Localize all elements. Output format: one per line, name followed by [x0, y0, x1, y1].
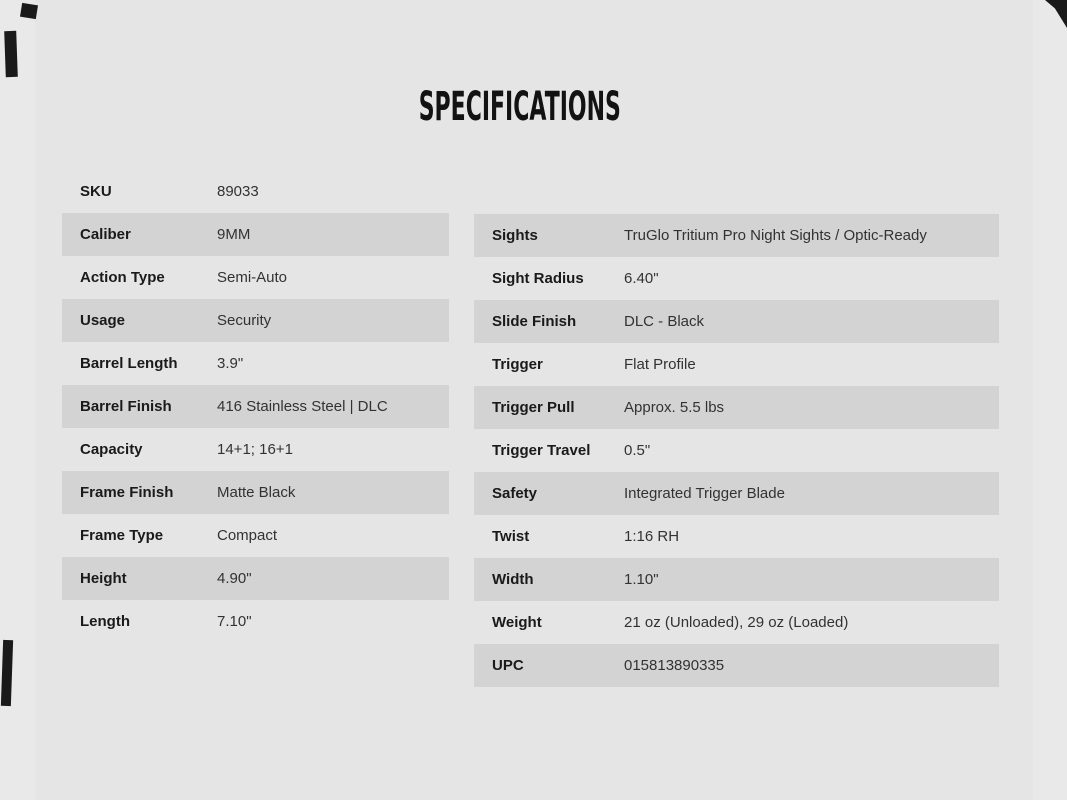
spec-value: Semi-Auto [217, 269, 288, 286]
spec-label: Trigger [492, 356, 543, 373]
spec-row [474, 558, 999, 601]
spec-row [474, 214, 999, 257]
spec-value: 14+1; 16+1 [217, 441, 293, 458]
spec-value: 4.90" [217, 570, 252, 587]
spec-label: Trigger Travel [492, 442, 591, 459]
spec-label: SKU [80, 183, 112, 200]
spec-row [62, 170, 449, 213]
spec-row [474, 343, 999, 386]
spec-value: 416 Stainless Steel | DLC [217, 398, 388, 415]
spec-label: Safety [492, 485, 538, 502]
spec-row [62, 471, 449, 514]
spec-label: Height [80, 570, 127, 587]
spec-row [62, 557, 449, 600]
spec-value: 1:16 RH [624, 528, 680, 545]
spec-label: Sights [492, 227, 538, 244]
spec-row [62, 342, 449, 385]
spec-row [474, 257, 999, 300]
spec-row [474, 472, 999, 515]
scan-artifact-left-upper [4, 31, 18, 77]
scan-artifact-left-lower [1, 640, 13, 706]
spec-label: Usage [80, 312, 126, 329]
spec-row [474, 601, 999, 644]
spec-row [62, 213, 449, 256]
spec-value: 3.9" [217, 355, 244, 372]
spec-row [474, 515, 999, 558]
spec-row [62, 256, 449, 299]
spec-value: TruGlo Tritium Pro Night Sights / Optic-Ready [624, 227, 927, 244]
page-title: SPECIFICATIONS [418, 84, 622, 130]
spec-value: 6.40" [624, 270, 659, 287]
spec-row [62, 385, 449, 428]
spec-value: Security [217, 312, 272, 329]
spec-label: Weight [492, 614, 542, 631]
spec-row [62, 299, 449, 342]
spec-row [474, 386, 999, 429]
spec-table-left [62, 170, 449, 643]
spec-label: Barrel Finish [80, 398, 172, 415]
spec-value: 015813890335 [624, 657, 725, 674]
spec-label: Frame Type [80, 527, 164, 544]
spec-label: Barrel Length [80, 355, 178, 372]
spec-label: UPC [492, 657, 524, 674]
spec-label: Frame Finish [80, 484, 174, 501]
spec-value: 1.10" [624, 571, 659, 588]
spec-row [474, 300, 999, 343]
spec-value: Flat Profile [624, 356, 696, 373]
spec-row [62, 428, 449, 471]
spec-row [474, 644, 999, 687]
spec-row [62, 514, 449, 557]
spec-label: Trigger Pull [492, 399, 575, 416]
spec-label: Twist [492, 528, 530, 545]
spec-table-right [474, 214, 999, 687]
spec-value: 89033 [217, 183, 259, 200]
spec-value: Approx. 5.5 lbs [624, 399, 725, 416]
spec-value: 0.5" [624, 442, 651, 459]
scan-artifact-top-left [20, 3, 38, 19]
spec-value: Compact [217, 527, 278, 544]
spec-value: 21 oz (Unloaded), 29 oz (Loaded) [624, 614, 849, 631]
spec-value: 9MM [217, 226, 251, 243]
spec-label: Sight Radius [492, 270, 584, 287]
spec-value: Matte Black [217, 484, 296, 501]
spec-value: 7.10" [217, 613, 252, 630]
spec-row [474, 429, 999, 472]
spec-label: Width [492, 571, 534, 588]
spec-value: Integrated Trigger Blade [624, 485, 785, 502]
spec-value: DLC - Black [624, 313, 705, 330]
spec-label: Caliber [80, 226, 131, 243]
spec-label: Slide Finish [492, 313, 577, 330]
spec-label: Capacity [80, 441, 143, 458]
spec-label: Length [80, 613, 130, 630]
spec-label: Action Type [80, 269, 165, 286]
scan-artifact-top-right [1045, 0, 1067, 28]
spec-row [62, 600, 449, 643]
title-container [0, 84, 1040, 130]
